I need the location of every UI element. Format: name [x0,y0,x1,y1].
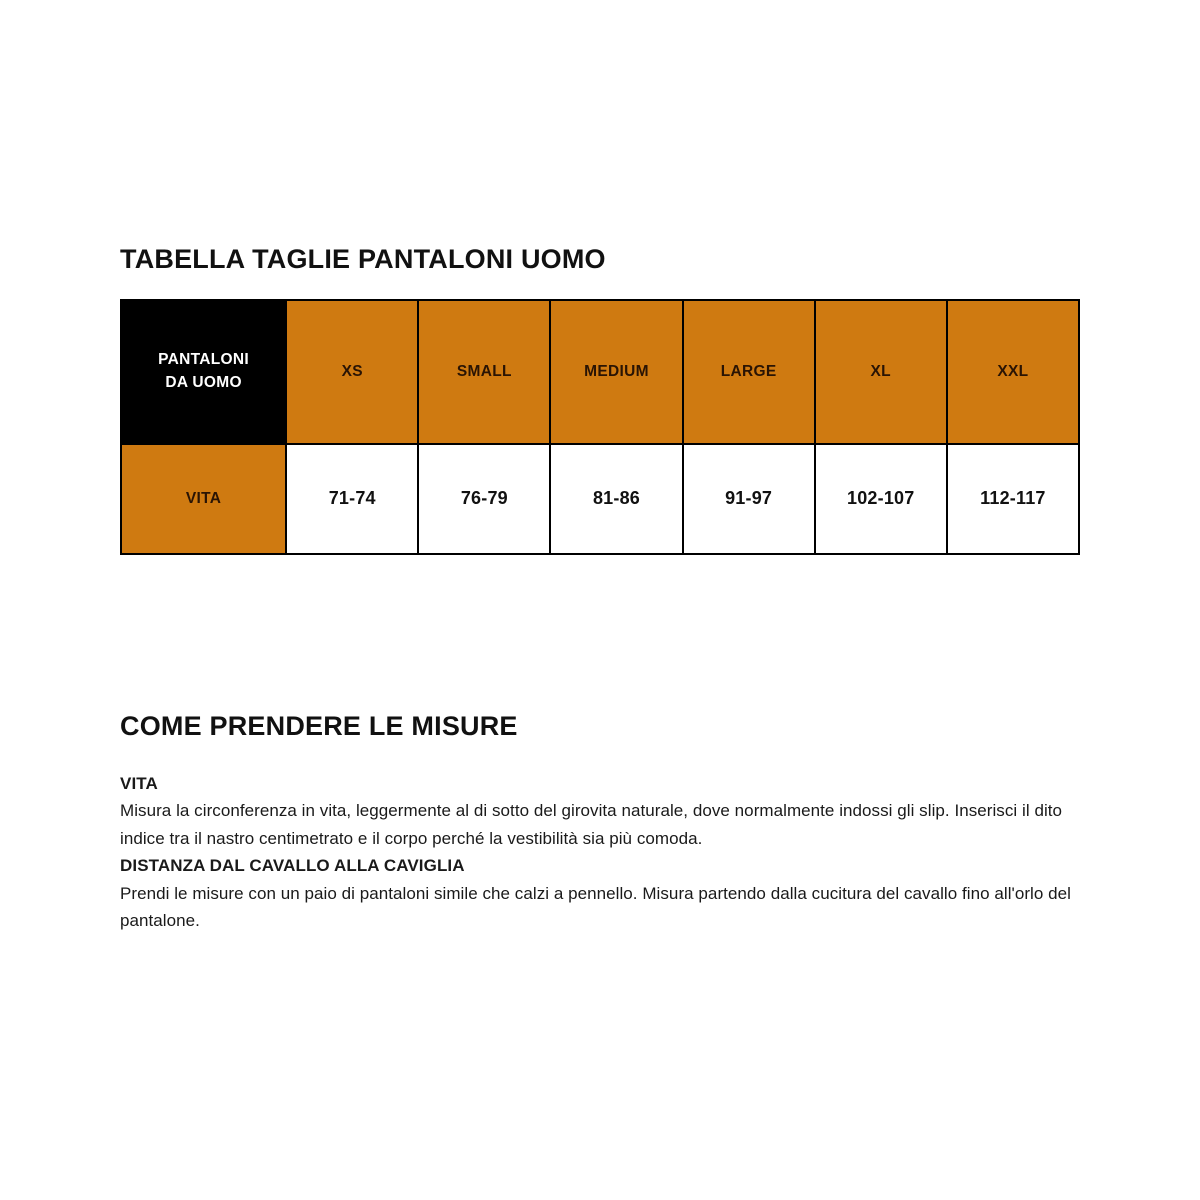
table-header-row [121,300,1079,444]
page-title: TABELLA TAGLIE PANTALONI UOMO [120,244,606,274]
size-header-xxl: XXL [947,300,1079,444]
measurement-cell-small: 76-79 [418,444,550,554]
measurement-cell-xxl: 112-117 [947,444,1079,554]
size-header-medium: MEDIUM [550,300,682,444]
size-header-xl: XL [815,300,947,444]
corner-header-line-1: PANTALONI [158,351,249,369]
measurement-cell-large: 91-97 [683,444,815,554]
size-header-small: SMALL [418,300,550,444]
table-row [121,444,1079,554]
measurement-cell-medium: 81-86 [550,444,682,554]
measurement-cell-xs: 71-74 [286,444,418,554]
measure-term-cavallo-caviglia: DISTANZA DAL CAVALLO ALLA CAVIGLIA [120,856,465,876]
size-header-large: LARGE [683,300,815,444]
size-header-xs: XS [286,300,418,444]
measure-description-cavallo-caviglia: Prendi le misure con un paio di pantaloni simile che calzi a pennello. Misura partendo dalla cucitura del cavallo fino all'orlo del pantalone. [120,883,1071,931]
corner-header-line-2: DA UOMO [165,373,242,391]
size-table [120,299,1080,555]
how-to-measure-section [120,712,1085,935]
how-to-measure-title: COME PRENDERE LE MISURE [120,711,518,741]
size-table-section [120,245,1080,555]
row-label-vita: VITA [121,444,286,554]
measurement-cell-xl: 102-107 [815,444,947,554]
measure-term-vita: VITA [120,773,158,793]
measure-description-vita: Misura la circonferenza in vita, leggermente al di sotto del girovita naturale, dove normalmente indossi gli slip. Inserisci il dito indice tra il nastro centimetrato e il corpo perché la vestibilità sia più comoda. [120,801,1063,848]
table-corner-header [121,300,286,444]
